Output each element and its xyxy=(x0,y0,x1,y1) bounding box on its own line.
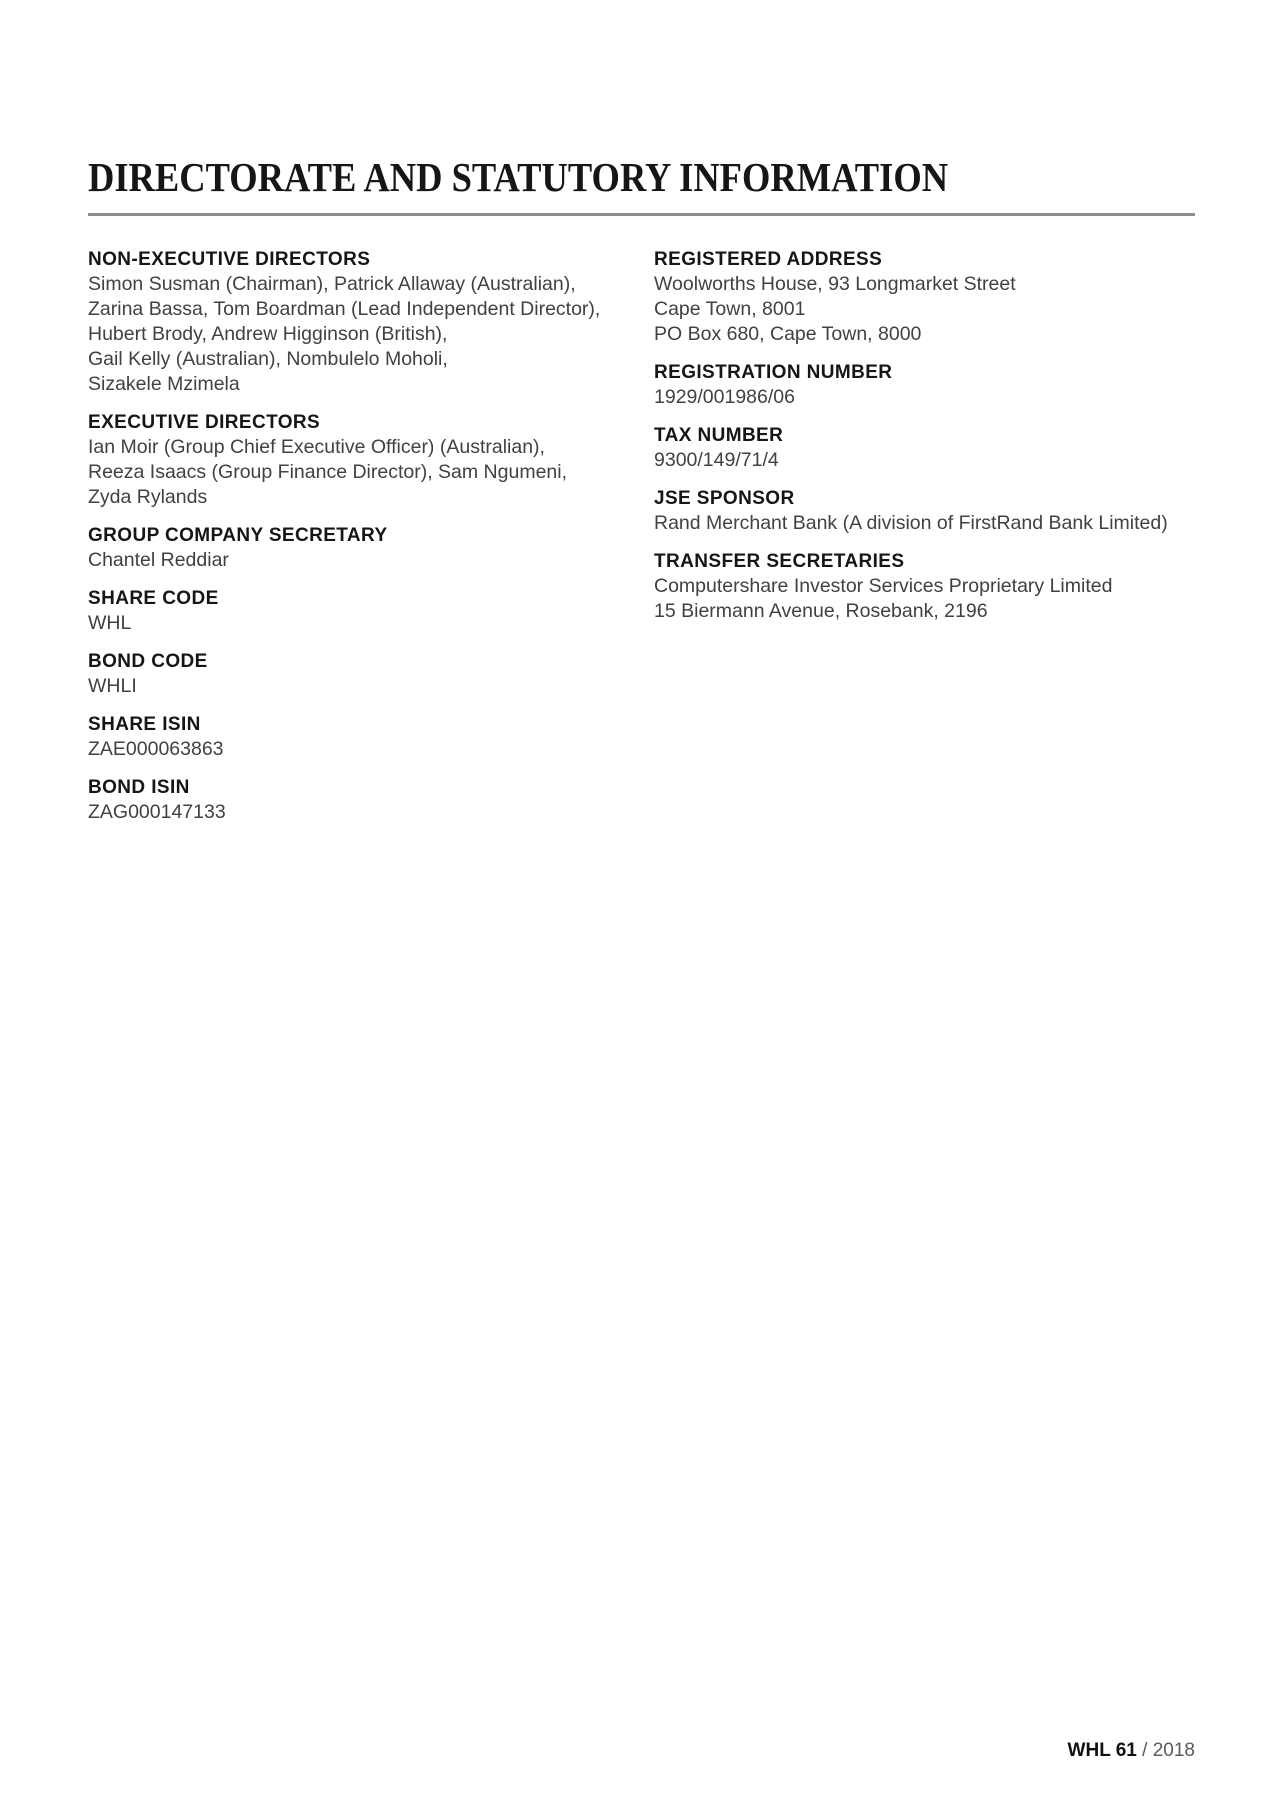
text-line: Chantel Reddiar xyxy=(88,549,229,571)
text-line: Reeza Isaacs (Group Finance Director), Sam Ngumeni, xyxy=(88,461,568,483)
section-heading: REGISTRATION NUMBER xyxy=(654,362,893,383)
text-line: Computershare Investor Services Proprietary Limited xyxy=(654,575,1113,597)
section-lines xyxy=(88,548,654,573)
section-lines xyxy=(88,272,654,397)
info-section xyxy=(654,247,1195,347)
section-heading: SHARE ISIN xyxy=(88,714,201,735)
info-section xyxy=(654,486,1195,536)
two-column-layout xyxy=(88,247,1195,838)
text-line: WHL xyxy=(88,612,132,634)
info-section xyxy=(88,523,654,573)
section-heading: SHARE CODE xyxy=(88,588,219,609)
text-line: ZAE000063863 xyxy=(88,738,224,760)
text-line: 9300/149/71/4 xyxy=(654,449,779,471)
info-section xyxy=(88,410,654,510)
section-lines xyxy=(88,737,654,762)
info-section xyxy=(88,712,654,762)
page-title-text: DIRECTORATE AND STATUTORY INFORMATION xyxy=(88,154,949,200)
info-section xyxy=(88,247,654,397)
section-heading: REGISTERED ADDRESS xyxy=(654,249,883,270)
page-footer xyxy=(1068,1740,1195,1762)
section-lines xyxy=(88,611,654,636)
section-heading: TRANSFER SECRETARIES xyxy=(654,551,905,572)
section-heading: BOND ISIN xyxy=(88,777,190,798)
info-section xyxy=(88,649,654,699)
text-line: PO Box 680, Cape Town, 8000 xyxy=(654,323,922,345)
section-heading: JSE SPONSOR xyxy=(654,488,795,509)
section-lines xyxy=(654,574,1195,624)
right-column xyxy=(654,247,1195,838)
section-lines xyxy=(88,800,654,825)
text-line: Cape Town, 8001 xyxy=(654,298,806,320)
text-line: Rand Merchant Bank (A division of FirstRand Bank Limited) xyxy=(654,512,1168,534)
text-line: WHLI xyxy=(88,675,137,697)
section-lines xyxy=(654,511,1195,536)
text-line: 1929/001986/06 xyxy=(654,386,795,408)
info-section xyxy=(654,423,1195,473)
title-divider xyxy=(88,213,1195,216)
section-lines xyxy=(654,448,1195,473)
info-section xyxy=(88,586,654,636)
footer-page-code: WHL 61 xyxy=(1067,1740,1137,1761)
info-section xyxy=(88,775,654,825)
text-line: Zarina Bassa, Tom Boardman (Lead Independent Director), xyxy=(88,298,601,320)
section-heading: GROUP COMPANY SECRETARY xyxy=(88,525,388,546)
info-section xyxy=(654,360,1195,410)
text-line: Gail Kelly (Australian), Nombulelo Moholi, xyxy=(88,348,448,370)
section-heading: NON-EXECUTIVE DIRECTORS xyxy=(88,249,371,270)
section-lines xyxy=(654,272,1195,347)
section-lines xyxy=(88,435,654,510)
text-line: ZAG000147133 xyxy=(88,801,226,823)
page-content xyxy=(88,0,1195,838)
text-line: 15 Biermann Avenue, Rosebank, 2196 xyxy=(654,600,988,622)
text-line: Hubert Brody, Andrew Higginson (British), xyxy=(88,323,448,345)
section-heading: EXECUTIVE DIRECTORS xyxy=(88,412,321,433)
text-line: Simon Susman (Chairman), Patrick Allaway (Australian), xyxy=(88,273,576,295)
text-line: Zyda Rylands xyxy=(88,486,208,508)
page-title xyxy=(88,0,1195,199)
text-line: Ian Moir (Group Chief Executive Officer) (Australian), xyxy=(88,436,545,458)
info-section xyxy=(654,549,1195,624)
section-heading: TAX NUMBER xyxy=(654,425,784,446)
section-heading: BOND CODE xyxy=(88,651,208,672)
left-column xyxy=(88,247,654,838)
text-line: Woolworths House, 93 Longmarket Street xyxy=(654,273,1016,295)
footer-year: / 2018 xyxy=(1142,1740,1195,1761)
section-lines xyxy=(88,674,654,699)
text-line: Sizakele Mzimela xyxy=(88,373,240,395)
section-lines xyxy=(654,385,1195,410)
